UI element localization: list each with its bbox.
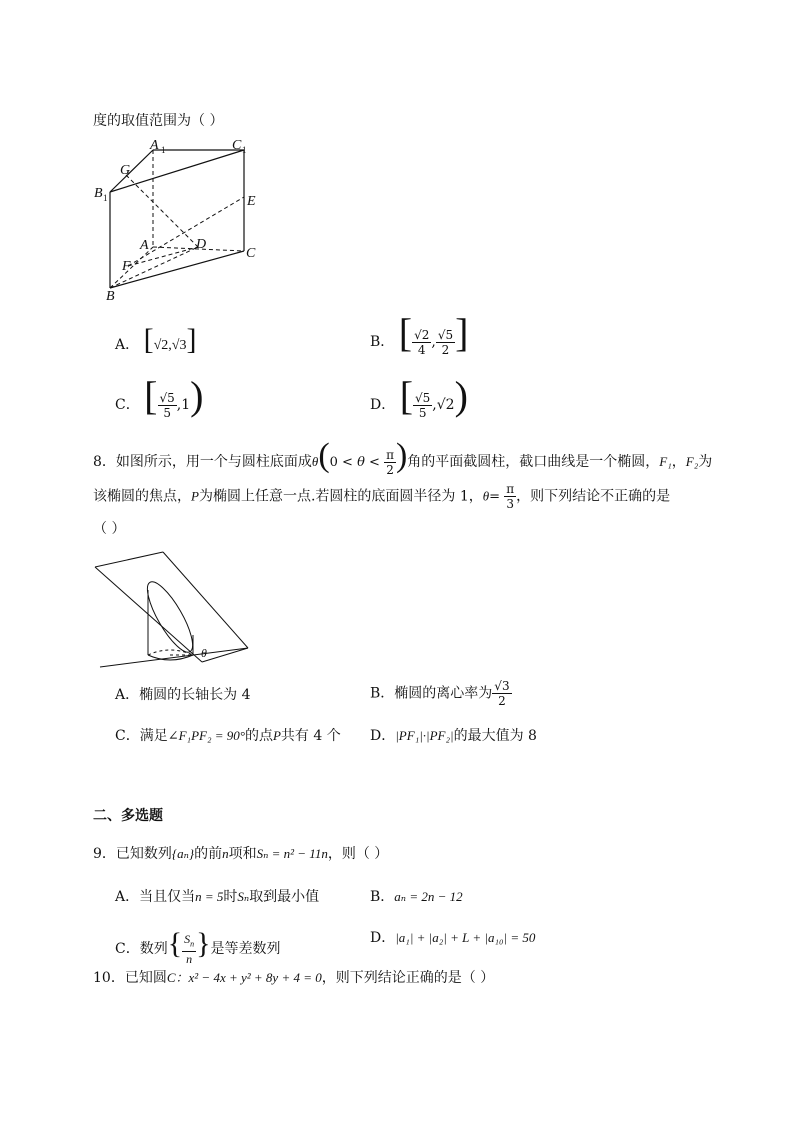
q7-option-c[interactable]: C． [ $\frac{√5}{5}$ ,1) (115, 373, 204, 420)
fig-label-C1: C (232, 138, 242, 153)
q9-sum-eq: Sₙ = n² − 11n (256, 846, 328, 861)
option-text-c: 共有 4 个 (280, 728, 341, 744)
fig-label-A1: A (150, 138, 159, 153)
q10-c: C (166, 970, 176, 985)
q8-p: P (191, 488, 199, 504)
option-expr: aₙ = 2n − 12 (394, 889, 463, 904)
option-label: C． (115, 397, 140, 413)
option-label: D． (370, 728, 396, 744)
option-expr: n = 5 (195, 889, 224, 904)
q8-option-b[interactable]: B．椭圆的离心率为 $\frac{√3}{2}$ (370, 679, 510, 708)
option-text-a: 数列 (139, 941, 168, 957)
fig-label-C: C (246, 246, 256, 261)
option-text: 椭圆的长轴长为 4 (139, 687, 251, 703)
question-number: 10． (93, 970, 125, 986)
q8-stem-line1: 8．如图所示，用一个与圆柱底面成θ(0 < θ < $\frac{\pi}{2}$ )角的平面截圆柱，截口曲线是一个椭圆，F₁，F₂为 (93, 437, 713, 477)
q9-text-c: 项和 (228, 846, 257, 862)
q7-option-d[interactable]: D． [ $\frac{√5}{5}$ ,√2) (370, 373, 468, 420)
fig-label-A1-sub: 1 (161, 145, 166, 155)
q8-stem-line2: 该椭圆的焦点，P为椭圆上任意一点.若圆柱的底面圆半径为 1，θ= $\frac{\pi}{3}$ ，则下列结论不正确的是 (93, 482, 671, 511)
section-title: 二、多选题 (93, 808, 163, 824)
q7-stem-tail: 度的取值范围为（ ） (93, 113, 224, 129)
option-label: A． (115, 337, 140, 353)
question-number: 9． (93, 846, 116, 862)
q8-option-d[interactable] (370, 727, 537, 745)
question-number: 8． (93, 454, 116, 470)
option-text-b: 的点 (244, 728, 273, 744)
option-label: B． (370, 889, 395, 905)
option-label: A． (115, 687, 140, 703)
q9-text-d: ，则（ ） (327, 846, 389, 862)
option-expr: ∠F₁PF₂ = 90° (167, 728, 245, 743)
option-expr: |PF₁|·|PF₂| (395, 728, 454, 743)
option-expr: |a₁| + |a₂| + L + |a₁₀| = 50 (395, 930, 536, 945)
option-label: A． (115, 889, 140, 905)
fig-label-B1: B (94, 186, 103, 201)
fig-label-theta: θ (201, 646, 207, 660)
q8-text-d: 该椭圆的焦点， (93, 488, 191, 505)
option-p: P (272, 728, 281, 743)
q9-option-b[interactable] (370, 888, 463, 906)
q8-text-a: 如图所示，用一个与圆柱底面成 (115, 454, 312, 470)
q8-text-e: 为椭圆上任意一点.若圆柱的底面圆半径为 1， (198, 488, 483, 505)
option-label: B． (370, 685, 395, 702)
option-text-c: 取到最小值 (249, 889, 320, 905)
q9-option-d[interactable] (370, 929, 535, 947)
q8-option-c[interactable] (115, 727, 341, 745)
fig-label-F: F (122, 259, 131, 274)
q9-option-a[interactable] (115, 888, 319, 906)
option-label: D． (370, 930, 396, 946)
option-text: 的最大值为 8 (453, 728, 537, 744)
option-label: C． (115, 728, 140, 744)
q10-text-a: 已知圆 (124, 970, 167, 986)
option-label: B． (370, 334, 395, 350)
q8-paren: （ ） (93, 521, 126, 537)
q7-option-b[interactable]: B． [ $\frac{√2}{4}$ , $\frac{√5}{2}$ ] (370, 310, 469, 357)
option-label: C． (115, 941, 140, 957)
q9-n: n (222, 846, 229, 861)
option-text-b: 时 (223, 889, 238, 905)
option-sn: Sₙ (237, 889, 250, 904)
fig-label-B: B (106, 289, 115, 304)
q10-stem (93, 969, 494, 987)
fig-label-C1-sub: 1 (242, 145, 247, 155)
q8-cylinder-figure (90, 545, 255, 675)
fig-label-G: G (120, 163, 131, 178)
q8-text-b: 角的平面截圆柱，截口曲线是一个椭圆， (407, 454, 660, 470)
q8-text-f: ，则下列结论不正确的是 (516, 488, 671, 505)
q8-option-a[interactable] (115, 686, 250, 704)
fig-label-B1-sub: 1 (103, 193, 108, 203)
fig-label-D: D (196, 237, 207, 252)
q9-text-b: 的前 (194, 846, 223, 862)
option-text-b: 是等差数列 (210, 941, 281, 957)
q7-option-a[interactable]: A． [√2,√3] (115, 323, 197, 356)
q8-f1: F₁ (659, 454, 672, 469)
option-text-a: 当且仅当 (139, 889, 196, 905)
q9-stem (93, 845, 388, 863)
q8-text-c: 为 (698, 454, 713, 470)
fig-label-E: E (247, 194, 256, 209)
q7-prism-figure (90, 135, 280, 305)
q8-f2: F₂ (685, 454, 699, 469)
q9-text-a: 已知数列 (115, 846, 172, 862)
q10-eq: ：x² − 4x + y² + 8y + 4 = 0 (175, 970, 322, 985)
fig-label-A: A (140, 238, 149, 253)
option-text-a: 满足 (139, 728, 168, 744)
option-label: D． (370, 397, 396, 413)
q9-seq: {aₙ} (171, 846, 195, 861)
q10-text-b: ，则下列结论正确的是（ ） (321, 970, 495, 986)
q9-option-c[interactable]: C．数列{ $\frac{S_n}{n}$ }是等差数列 (115, 927, 281, 967)
